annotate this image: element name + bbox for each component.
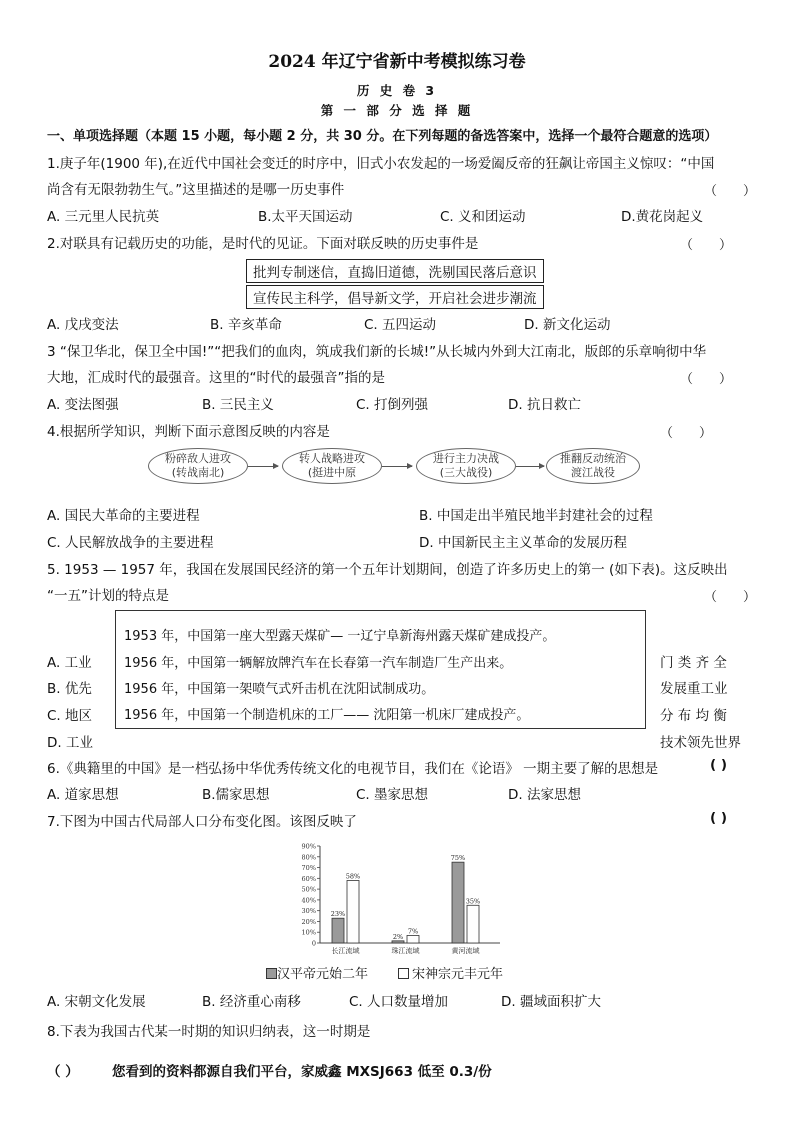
q6-stem: 6.《典籍里的中国》是一档弘扬中华优秀传统文化的电视节目，我们在《论语》 一期主要了解的思想是: [47, 761, 659, 777]
flow-step-2: [282, 448, 382, 484]
flow-arrow-icon: [382, 466, 412, 467]
flow-step-4-line1: 推翻反动统治: [560, 452, 626, 465]
flow-arrow-icon: [248, 466, 278, 467]
bar-han: [392, 941, 404, 943]
q6-option-d: D. 法家思想: [508, 787, 581, 803]
y-tick-label: 60%: [301, 874, 316, 883]
legend-label-1: 汉平帝元始二年: [277, 967, 369, 982]
y-tick-label: 70%: [301, 864, 316, 873]
q5-option-a-right: 门 类 齐 全: [660, 655, 727, 671]
couplet-upper: 批判专制迷信，直捣旧道德，洗剔国民落后意识: [246, 259, 544, 283]
subject-title: 历 史 卷 3: [356, 83, 438, 98]
q7-stem: 7.下图为中国古代局部人口分布变化图。该图反映了: [47, 814, 357, 830]
q6-option-a: A. 道家思想: [47, 787, 119, 803]
bar-value-label: 35%: [465, 897, 481, 906]
q1-stem-line1: 1.庚子年(1900 年),在近代中国社会变迁的时序中，旧式小农发起的一场爱阖反帝的狂飙让帝国主义惊叹：“中国: [47, 156, 715, 172]
q1-option-b: B.太平天国运动: [258, 209, 353, 225]
q6-option-b: B.儒家思想: [202, 787, 270, 803]
q5-option-b-right: 发展重工业: [660, 681, 728, 697]
q4-stem: 4.根据所学知识，判断下面示意图反映的内容是: [47, 424, 330, 440]
q4-option-b: B. 中国走出半殖民地半封建社会的过程: [419, 508, 653, 524]
q5-table-row: 1956 年，中国第一个制造机床的工厂—— 沈阳第一机床厂建成投产。: [124, 708, 530, 723]
flow-arrow-icon: [516, 466, 544, 467]
q7-option-a: A. 宋朝文化发展: [47, 994, 146, 1010]
bar-song: [467, 905, 479, 943]
bar-han: [452, 862, 464, 943]
chart-legend-1: [266, 963, 368, 982]
q6-answer-paren: ( ): [710, 757, 728, 773]
q7-option-c: C. 人口数量增加: [349, 994, 449, 1010]
y-tick-label: 0: [311, 939, 316, 948]
y-tick-label: 20%: [301, 917, 316, 926]
y-tick-label: 90%: [301, 842, 316, 851]
q2-option-b: B. 辛亥革命: [210, 317, 282, 333]
q2-option-d: D. 新文化运动: [524, 317, 611, 333]
q5-option-a-left: A. 工业: [47, 655, 92, 671]
q2-answer-paren: （ ）: [680, 238, 733, 253]
chart-bars: [331, 854, 480, 955]
q5-option-c-right: 分 布 均 衡: [660, 708, 727, 724]
q7-option-d: D. 疆域面积扩大: [501, 994, 601, 1010]
q3-option-b: B. 三民主义: [202, 397, 274, 413]
q3-option-a: A. 变法图强: [47, 397, 119, 413]
page-title: 2024 年辽宁省新中考模拟练习卷: [268, 52, 526, 72]
q3-stem-line1: 3 “保卫华北，保卫全中国!”“把我们的血肉，筑成我们新的长城!”从长城内外到大江南北，版郎的乐章响彻中华: [47, 344, 707, 360]
flow-step-1: [148, 448, 248, 484]
bar-han: [332, 918, 344, 943]
q5-table-row: 1956 年，中国第一辆解放牌汽车在长春第一汽车制造厂生产出来。: [124, 656, 513, 671]
flow-step-3: [416, 448, 516, 484]
bar-value-label: 75%: [450, 854, 466, 863]
q1-stem-line2: 尚含有无限勃勃生气。”这里描述的是哪一历史事件: [47, 182, 345, 198]
flow-step-3-line2: (三大战役): [439, 466, 493, 479]
x-category-label: 长江流域: [331, 947, 360, 955]
q1-option-c: C. 义和团运动: [440, 209, 526, 225]
footer-notice: 您看到的资料都源自我们平台，家威鑫 MXSJ663 低至 0.3/份: [112, 1064, 492, 1080]
q5-option-b-left: B. 优先: [47, 681, 92, 697]
q3-answer-paren: （ ）: [680, 372, 733, 387]
q2-option-c: C. 五四运动: [364, 317, 437, 333]
y-tick-label: 80%: [301, 853, 316, 862]
y-tick-label: 40%: [301, 896, 316, 905]
q5-stem-line2: “一五”计划的特点是: [47, 588, 169, 604]
q5-answer-paren: （ ）: [704, 590, 757, 605]
couplet-lower: 宣传民主科学，倡导新文学，开启社会进步潮流: [246, 285, 544, 309]
q5-option-c-left: C. 地区: [47, 708, 93, 724]
flow-step-1-line1: 粉碎敌人进攻: [165, 452, 231, 465]
x-category-label: 珠江流域: [391, 947, 420, 955]
q5-stem-line1: 5. 1953 — 1957 年，我国在发展国民经济的第一个五年计划期间，创造了许多历史上的第一 (如下表)。这反映出: [47, 562, 728, 578]
q2-option-a: A. 戊戌变法: [47, 317, 119, 333]
q1-option-a: A. 三元里人民抗英: [47, 209, 160, 225]
q4-option-a: A. 国民大革命的主要进程: [47, 508, 200, 524]
x-category-label: 黄河流域: [451, 947, 480, 955]
bar-value-label: 58%: [345, 872, 361, 881]
bar-value-label: 23%: [330, 910, 346, 919]
section-heading: 一、单项选择题（本题 15 小题，每小题 2 分，共 30 分。在下列每题的备选答案中，选择一个最符合题意的选项）: [47, 129, 718, 144]
flow-step-2-line1: 转人战略进攻: [299, 452, 365, 465]
q5-option-d-right: 技术领先世界: [660, 735, 741, 751]
q5-option-d-left: D. 工业: [47, 735, 93, 751]
footer-paren: （ ）: [47, 1064, 79, 1080]
flow-step-4-line2: 渡江战役: [571, 466, 615, 479]
q1-option-d: D.黄花岗起义: [621, 209, 704, 225]
population-bar-chart: [290, 838, 510, 960]
y-tick-label: 30%: [301, 907, 316, 916]
flow-step-2-line2: (挺进中原: [307, 466, 357, 479]
q1-answer-paren: （ ）: [704, 184, 757, 199]
chart-legend-2: [398, 963, 503, 982]
q4-answer-paren: （ ）: [660, 426, 713, 441]
part-title: 第 一 部 分 选 择 题: [320, 103, 474, 118]
q3-option-d: D. 抗日救亡: [508, 397, 581, 413]
q5-table-row: 1953 年，中国第一座大型露天煤矿— 一辽宁阜新海州露天煤矿建成投产。: [124, 629, 556, 644]
bar-song: [347, 880, 359, 943]
q5-table: [115, 610, 646, 729]
flow-step-3-line1: 进行主力决战: [433, 452, 499, 465]
bar-value-label: 2%: [392, 932, 404, 941]
q4-option-c: C. 人民解放战争的主要进程: [47, 535, 214, 551]
q7-option-b: B. 经济重心南移: [202, 994, 301, 1010]
q2-stem: 2.对联具有记载历史的功能，是时代的见证。下面对联反映的历史事件是: [47, 236, 479, 252]
q7-answer-paren: ( ): [710, 810, 728, 826]
bar-song: [407, 935, 419, 943]
legend-swatch-gray: [266, 968, 277, 979]
legend-swatch-white: [398, 968, 409, 979]
legend-label-2: 宋神宗元丰元年: [412, 967, 504, 982]
y-tick-label: 10%: [301, 928, 316, 937]
q8-stem: 8.下表为我国古代某一时期的知识归纳表，这一时期是: [47, 1024, 371, 1040]
q3-stem-line2: 大地，汇成时代的最强音。这里的“时代的最强音”指的是: [47, 370, 385, 386]
q3-option-c: C. 打倒列强: [356, 397, 429, 413]
q4-option-d: D. 中国新民主主义革命的发展历程: [419, 535, 627, 551]
flow-step-4: [546, 448, 640, 484]
flow-step-1-line2: (转战南北): [171, 466, 225, 479]
q5-table-row: 1956 年，中国第一架喷气式歼击机在沈阳试制成功。: [124, 682, 435, 697]
y-tick-label: 50%: [301, 885, 316, 894]
q6-option-c: C. 墨家思想: [356, 787, 429, 803]
bar-value-label: 7%: [407, 927, 419, 936]
